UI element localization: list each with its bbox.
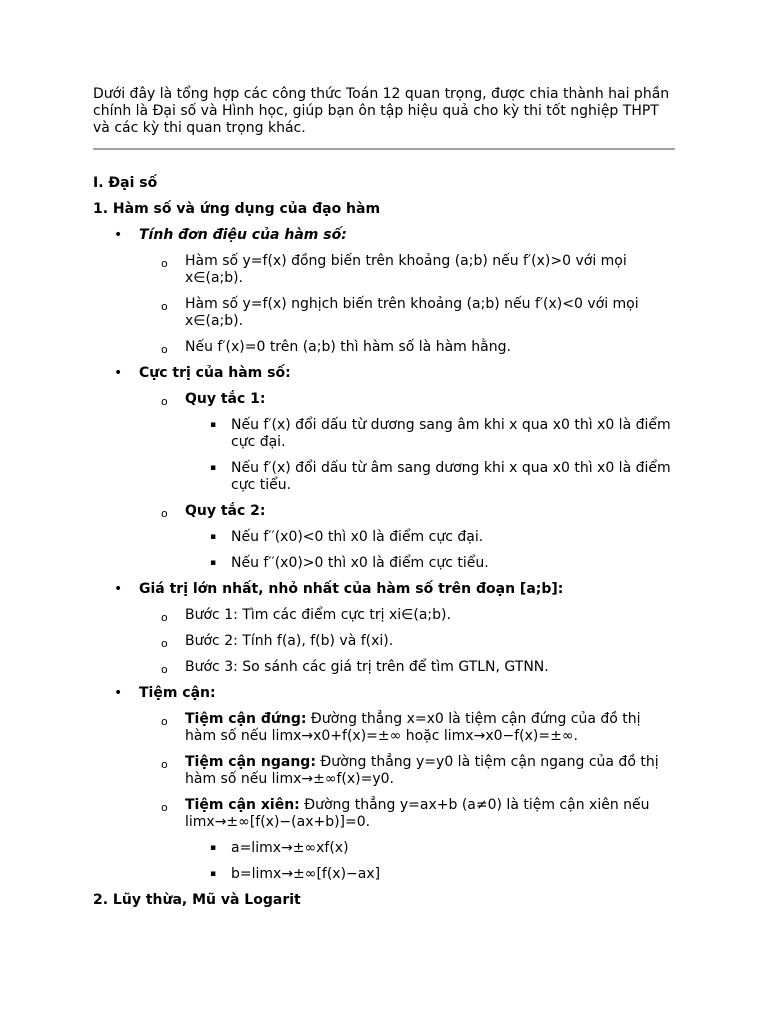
bullet-circle: o xyxy=(161,663,168,676)
topic-title: Tính đơn điệu của hàm số: xyxy=(139,227,347,243)
topic-title: Tiệm cận: xyxy=(139,685,216,701)
monotonicity-list xyxy=(139,253,675,356)
list-item xyxy=(139,659,675,676)
rule-1-list xyxy=(185,417,675,494)
bullet-disc: • xyxy=(114,365,123,381)
bullet-circle: o xyxy=(161,611,168,624)
section-heading-algebra: I. Đại số xyxy=(93,175,158,191)
rule-title: Quy tắc 1: xyxy=(185,391,266,407)
rule-title: Quy tắc 2: xyxy=(185,503,266,519)
list-item xyxy=(139,296,675,330)
list-item-text: Hàm số y=f(x) đồng biến trên khoảng (a;b) nếu f′(x)>0 với mọi x∈(a;b). xyxy=(185,253,627,286)
list-item-text xyxy=(185,754,675,788)
list-item xyxy=(139,607,675,624)
bullet-square: ▪ xyxy=(210,420,217,430)
list-item xyxy=(185,840,675,857)
oblique-formula-list xyxy=(185,840,675,883)
subsection-heading-powers-logarithms: 2. Lũy thừa, Mũ và Logarit xyxy=(93,892,301,908)
list-item xyxy=(185,529,675,546)
list-item-text: Nếu f′′(x0)>0 thì x0 là điểm cực tiểu. xyxy=(231,555,489,571)
list-item xyxy=(139,339,675,356)
list-item xyxy=(185,555,675,572)
term-text: Đường thẳng y=y0 là tiệm cận ngang của đồ thị hàm số nếu limx→±∞f(x)=y0. xyxy=(185,754,659,787)
list-item-text: Nếu f′(x)=0 trên (a;b) thì hàm số là hàm hằng. xyxy=(185,339,511,355)
formula-text: b=limx→±∞[f(x)−ax] xyxy=(231,866,381,882)
topic-list xyxy=(93,227,675,883)
topic-title: Cực trị của hàm số: xyxy=(139,365,291,381)
term-label: Tiệm cận đứng: xyxy=(185,711,307,727)
list-item-text: Bước 2: Tính f(a), f(b) và f(xi). xyxy=(185,633,394,649)
list-item xyxy=(139,253,675,287)
list-item-horizontal-asymptote xyxy=(139,754,675,788)
bullet-disc: • xyxy=(114,685,123,701)
bullet-square: ▪ xyxy=(210,532,217,542)
rule-2-list xyxy=(185,529,675,572)
list-item xyxy=(139,633,675,650)
bullet-circle: o xyxy=(161,300,168,313)
list-item-text: Hàm số y=f(x) nghịch biến trên khoảng (a;b) nếu f′(x)<0 với mọi x∈(a;b). xyxy=(185,296,639,329)
bullet-square: ▪ xyxy=(210,558,217,568)
topic-asymptotes xyxy=(93,685,675,883)
bullet-circle: o xyxy=(161,715,168,728)
list-item xyxy=(185,866,675,883)
term-label: Tiệm cận xiên: xyxy=(185,797,300,813)
list-item-text: Bước 3: So sánh các giá trị trên để tìm GTLN, GTNN. xyxy=(185,659,549,675)
list-item-rule-2 xyxy=(139,503,675,572)
list-item-text: Nếu f′(x) đổi dấu từ âm sang dương khi x qua x0 thì x0 là điểm cực tiểu. xyxy=(231,460,671,493)
list-item-vertical-asymptote xyxy=(139,711,675,745)
asymptotes-list xyxy=(139,711,675,883)
topic-title: Giá trị lớn nhất, nhỏ nhất của hàm số trên đoạn [a;b]: xyxy=(139,581,564,597)
term-label: Tiệm cận ngang: xyxy=(185,754,316,770)
bullet-circle: o xyxy=(161,758,168,771)
bullet-circle: o xyxy=(161,801,168,814)
bullet-circle: o xyxy=(161,257,168,270)
extrema-list xyxy=(139,391,675,572)
term-text: Đường thẳng y=ax+b (a≠0) là tiệm cận xiên nếu limx→±∞[f(x)−(ax+b)]=0. xyxy=(185,797,650,830)
list-item-rule-1 xyxy=(139,391,675,494)
subsection-heading-derivatives: 1. Hàm số và ứng dụng của đạo hàm xyxy=(93,201,381,217)
topic-monotonicity xyxy=(93,227,675,356)
formula-text: a=limx→±∞xf(x) xyxy=(231,840,349,856)
list-item xyxy=(185,417,675,451)
bullet-disc: • xyxy=(114,227,123,243)
bullet-circle: o xyxy=(161,637,168,650)
topic-max-min xyxy=(93,581,675,676)
list-item-text: Nếu f′′(x0)<0 thì x0 là điểm cực đại. xyxy=(231,529,484,545)
list-item-text: Bước 1: Tìm các điểm cực trị xi∈(a;b). xyxy=(185,607,451,623)
list-item-text xyxy=(185,711,675,745)
horizontal-rule xyxy=(93,148,675,150)
term-text: Đường thẳng x=x0 là tiệm cận đứng của đồ thị hàm số nếu limx→x0+f(x)=±∞ hoặc limx→x0−f(x)=±∞. xyxy=(185,711,641,744)
bullet-square: ▪ xyxy=(210,843,217,853)
bullet-disc: • xyxy=(114,581,123,597)
list-item-oblique-asymptote xyxy=(139,797,675,883)
bullet-square: ▪ xyxy=(210,463,217,473)
topic-extrema xyxy=(93,365,675,572)
bullet-circle: o xyxy=(161,507,168,520)
bullet-circle: o xyxy=(161,395,168,408)
list-item-text: Nếu f′(x) đổi dấu từ dương sang âm khi x qua x0 thì x0 là điểm cực đại. xyxy=(231,417,671,450)
bullet-square: ▪ xyxy=(210,869,217,879)
list-item-text xyxy=(185,797,675,831)
bullet-circle: o xyxy=(161,343,168,356)
intro-paragraph: Dưới đây là tổng hợp các công thức Toán 12 quan trọng, được chia thành hai phần chính là Đại số và Hình học, giúp bạn ôn tập hiệu quả cho kỳ thi tốt nghiệp THPT và các kỳ thi quan trọng khác. xyxy=(93,86,670,136)
max-min-list xyxy=(139,607,675,676)
list-item xyxy=(185,460,675,494)
document-page xyxy=(93,86,675,909)
